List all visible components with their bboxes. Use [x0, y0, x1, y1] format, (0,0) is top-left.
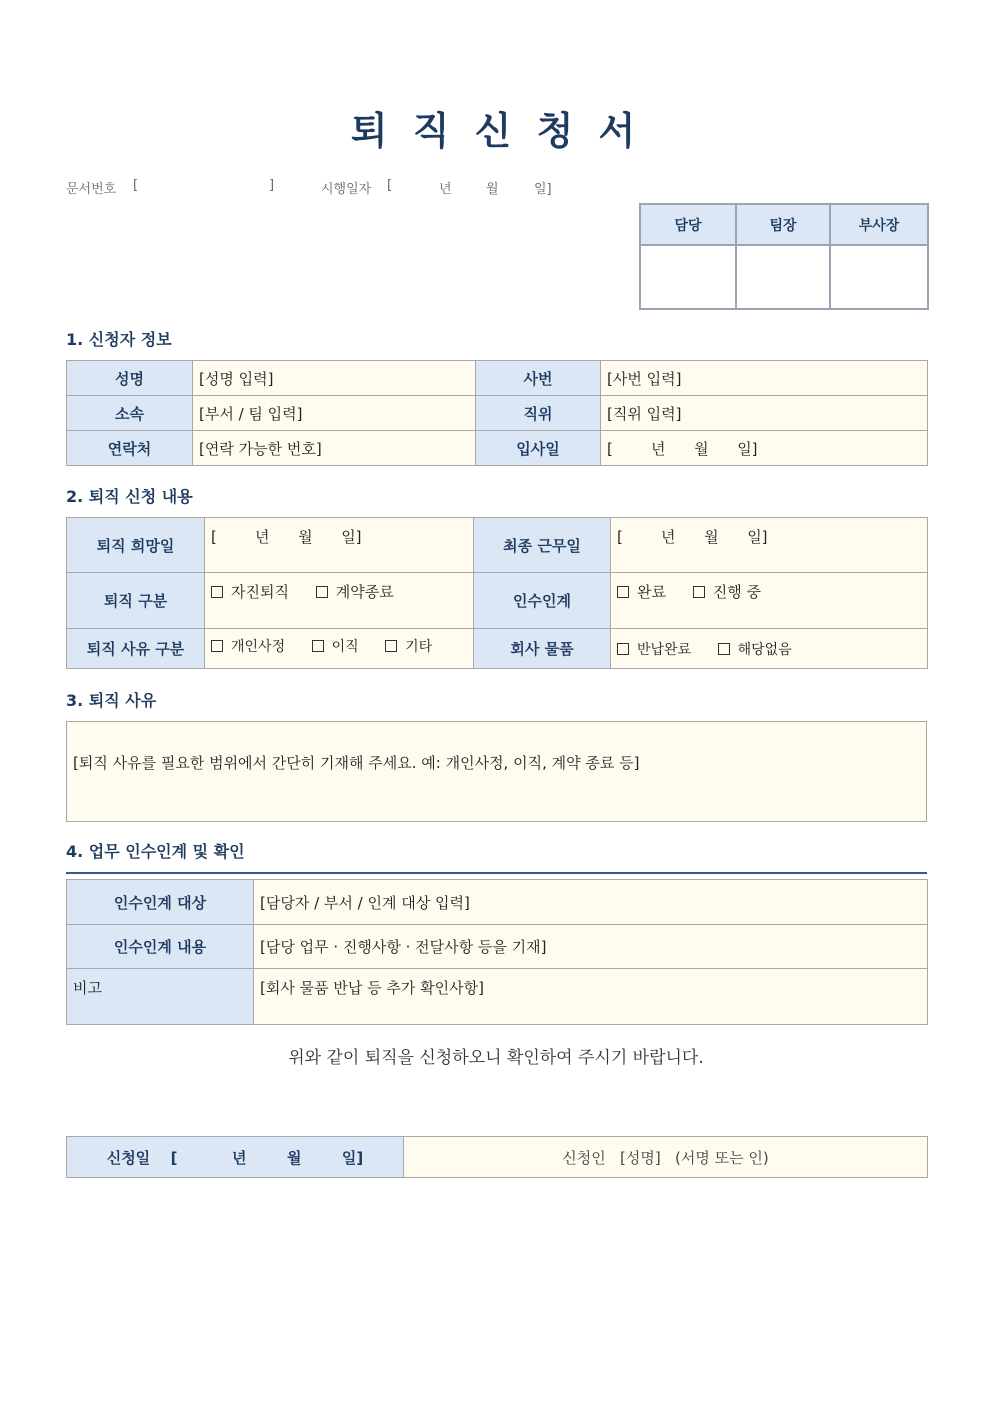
handover-table	[66, 879, 928, 1025]
hire-date-field[interactable]: [ 년 월 일]	[601, 431, 928, 466]
checkbox-icon[interactable]	[693, 586, 705, 598]
signature-table	[66, 1136, 928, 1178]
hire-date-label: 입사일	[476, 431, 601, 466]
option-contract-end[interactable]: 계약종료	[316, 583, 394, 601]
option-personal[interactable]: 개인사정	[211, 639, 285, 655]
section1-title: 1. 신청자 정보	[66, 330, 172, 349]
resignation-type-options	[205, 573, 474, 629]
section4-title: 4. 업무 인수인계 및 확인	[66, 842, 245, 861]
resignation-details-table	[66, 517, 928, 669]
approval-header-team-lead: 팀장	[736, 204, 830, 245]
confirmation-statement: 위와 같이 퇴직을 신청하오니 확인하여 주시기 바랍니다.	[288, 1048, 704, 1068]
option-job-change[interactable]: 이직	[312, 639, 359, 655]
checkbox-icon[interactable]	[211, 640, 223, 652]
option-voluntary[interactable]: 자진퇴직	[211, 583, 289, 601]
doc-no-close-bracket: ]	[269, 178, 275, 193]
approval-sign-staff[interactable]	[640, 245, 736, 309]
application-date-month: 월	[286, 1148, 302, 1167]
doc-no-open-bracket: [	[133, 178, 139, 193]
date-open-bracket: [	[387, 178, 393, 193]
checkbox-icon[interactable]	[316, 586, 328, 598]
remarks-label: 비고	[67, 969, 254, 1025]
handover-options	[611, 573, 928, 629]
resignation-reason-box[interactable]: [퇴직 사유를 필요한 범위에서 간단히 기재해 주세요. 예: 개인사정, 이직, 계약 종료 등]	[66, 721, 927, 822]
option-not-applicable[interactable]: 해당없음	[718, 642, 792, 658]
option-returned[interactable]: 반납완료	[617, 642, 691, 658]
section4-divider	[66, 872, 927, 874]
approval-header-vice-president: 부사장	[830, 204, 928, 245]
handover-target-label: 인수인계 대상	[67, 880, 254, 925]
name-label: 성명	[67, 361, 193, 396]
application-date-year: 년	[231, 1148, 247, 1167]
remarks-field[interactable]: [회사 물품 반납 등 추가 확인사항]	[254, 969, 928, 1025]
contact-field[interactable]: [연락 가능한 번호]	[193, 431, 476, 466]
name-field[interactable]: [성명 입력]	[193, 361, 476, 396]
last-day-field[interactable]: [ 년 월 일]	[611, 518, 928, 573]
department-field[interactable]: [부서 / 팀 입력]	[193, 396, 476, 431]
company-items-label: 회사 물품	[474, 629, 611, 669]
desired-date-label: 퇴직 희망일	[67, 518, 205, 573]
reason-type-label: 퇴직 사유 구분	[67, 629, 205, 669]
date-month: 월	[486, 182, 499, 197]
resignation-type-label: 퇴직 구분	[67, 573, 205, 629]
doc-no-label: 문서번호	[66, 182, 117, 197]
contact-label: 연락처	[67, 431, 193, 466]
option-other[interactable]: 기타	[385, 639, 432, 655]
checkbox-icon[interactable]	[718, 643, 730, 655]
checkbox-icon[interactable]	[385, 640, 397, 652]
approval-header-staff: 담당	[640, 204, 736, 245]
section3-title: 3. 퇴직 사유	[66, 691, 157, 710]
option-in-progress[interactable]: 진행 중	[693, 583, 761, 601]
application-date-open-bracket: [	[170, 1148, 178, 1167]
section2-title: 2. 퇴직 신청 내용	[66, 487, 193, 506]
checkbox-icon[interactable]	[617, 643, 629, 655]
handover-label: 인수인계	[474, 573, 611, 629]
checkbox-icon[interactable]	[211, 586, 223, 598]
last-day-label: 최종 근무일	[474, 518, 611, 573]
employee-id-field[interactable]: [사번 입력]	[601, 361, 928, 396]
department-label: 소속	[67, 396, 193, 431]
date-year: 년	[439, 182, 452, 197]
checkbox-icon[interactable]	[312, 640, 324, 652]
handover-content-field[interactable]: [담당 업무 · 진행사항 · 전달사항 등을 기재]	[254, 925, 928, 969]
applicant-info-table	[66, 360, 928, 466]
date-label: 시행일자	[321, 182, 372, 197]
approval-sign-vice-president[interactable]	[830, 245, 928, 309]
approval-sign-team-lead[interactable]	[736, 245, 830, 309]
checkbox-icon[interactable]	[617, 586, 629, 598]
position-label: 직위	[476, 396, 601, 431]
application-date-label: 신청일	[106, 1148, 151, 1167]
date-day: 일]	[534, 182, 552, 197]
option-complete[interactable]: 완료	[617, 583, 666, 601]
position-field[interactable]: [직위 입력]	[601, 396, 928, 431]
employee-id-label: 사번	[476, 361, 601, 396]
applicant-signature-field[interactable]: 신청인 [성명] (서명 또는 인)	[404, 1137, 928, 1178]
reason-type-options	[205, 629, 474, 669]
approval-table	[639, 203, 929, 310]
handover-target-field[interactable]: [담당자 / 부서 / 인계 대상 입력]	[254, 880, 928, 925]
application-date-cell[interactable]	[67, 1137, 404, 1178]
document-title: 퇴 직 신 청 서	[350, 109, 642, 153]
company-items-options	[611, 629, 928, 669]
application-date-day: 일]	[341, 1148, 364, 1167]
desired-date-field[interactable]: [ 년 월 일]	[205, 518, 474, 573]
handover-content-label: 인수인계 내용	[67, 925, 254, 969]
